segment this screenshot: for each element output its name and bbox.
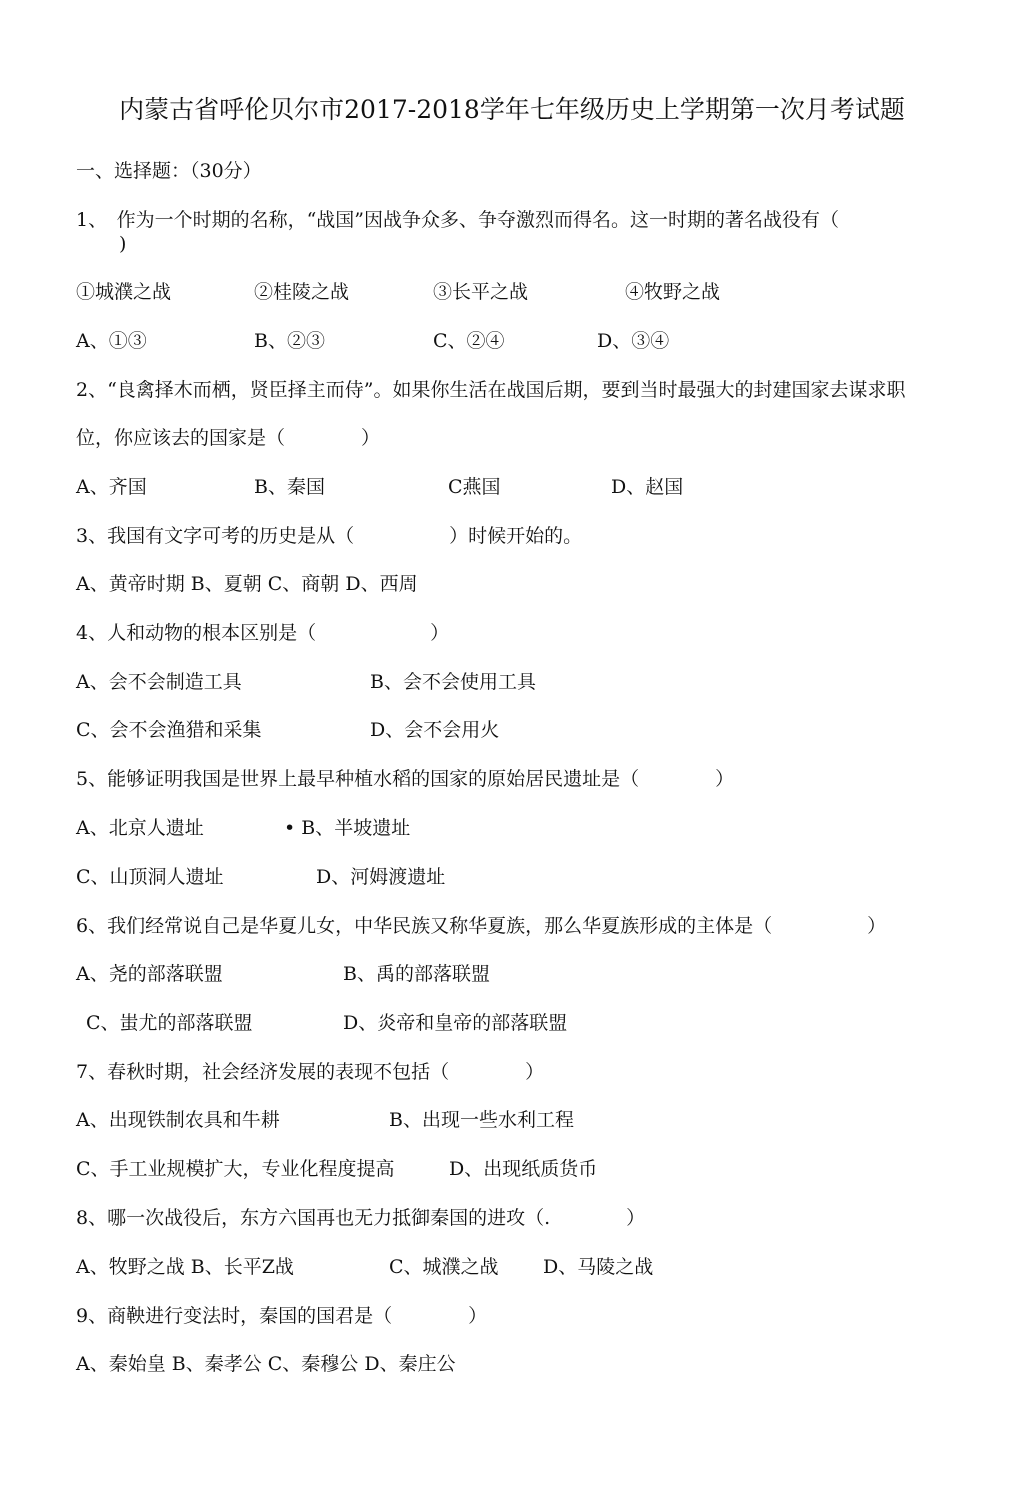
question-7-option-b: B、出现一些水利工程 — [389, 1109, 574, 1131]
section-heading: 一、选择题：（30分） — [76, 160, 262, 182]
question-8-option-d: D、马陵之战 — [543, 1256, 654, 1278]
question-3-options: A、黄帝时期 B、夏朝 C、商朝 D、西周 — [76, 573, 418, 595]
question-5-option-d: D、河姆渡遗址 — [316, 866, 446, 888]
question-8-stem: 8、哪一次战役后，东方六国再也无力抵御秦国的进攻（. ） — [76, 1207, 646, 1229]
question-6-option-a: A、尧的部落联盟 — [76, 963, 223, 985]
question-2-option-a: A、齐国 — [76, 476, 147, 498]
question-5-option-c: C、山顶洞人遗址 — [76, 866, 224, 888]
question-5-option-a: A、北京人遗址 — [76, 817, 204, 839]
question-9-stem: 9、商鞅进行变法时，秦国的国君是（ ） — [76, 1305, 488, 1327]
question-6-option-c: C、蚩尤的部落联盟 — [86, 1012, 253, 1034]
question-7-option-c: C、手工业规模扩大，专业化程度提高 — [76, 1158, 395, 1180]
question-1-stem-cont: ) — [119, 233, 127, 255]
question-4-option-a: A、会不会制造工具 — [76, 671, 242, 693]
question-1-stem: 1、 作为一个时期的名称，“战国”因战争众多、争夺激烈而得名。这一时期的著名战役有（ — [76, 209, 840, 231]
question-2-stem: 2、“良禽择木而栖，贤臣择主而侍”。如果你生活在战国后期，要到当时最强大的封建国家去谋求职 — [76, 379, 906, 401]
question-4-option-b: B、会不会使用工具 — [370, 671, 536, 693]
question-7-stem: 7、春秋时期，社会经济发展的表现不包括（ ） — [76, 1061, 545, 1083]
question-1-item-2: ②桂陵之战 — [254, 281, 350, 303]
question-2-option-b: B、秦国 — [254, 476, 325, 498]
question-1-option-c: C、②④ — [433, 330, 505, 352]
question-1-option-a: A、①③ — [76, 330, 147, 352]
question-1-item-3: ③长平之战 — [433, 281, 529, 303]
question-2-stem-cont: 位，你应该去的国家是（ ） — [76, 427, 381, 449]
question-1-option-b: B、②③ — [254, 330, 325, 352]
question-1-item-4: ④牧野之战 — [625, 281, 721, 303]
question-1-option-d: D、③④ — [597, 330, 670, 352]
question-2-option-c: C燕国 — [448, 476, 501, 498]
question-5-stem: 5、能够证明我国是世界上最早种植水稻的国家的原始居民遗址是（ ） — [76, 768, 735, 790]
question-4-option-c: C、会不会渔猎和采集 — [76, 719, 262, 741]
question-4-option-d: D、会不会用火 — [370, 719, 500, 741]
question-5-option-b: • B、半坡遗址 — [284, 817, 411, 839]
question-2-option-d: D、赵国 — [611, 476, 684, 498]
page-title: 内蒙古省呼伦贝尔市2017-2018学年七年级历史上学期第一次月考试题 — [119, 95, 905, 124]
question-4-stem: 4、人和动物的根本区别是（ ） — [76, 622, 450, 644]
question-7-option-a: A、出现铁制农具和牛耕 — [76, 1109, 280, 1131]
question-6-option-b: B、禹的部落联盟 — [343, 963, 490, 985]
question-9-options: A、秦始皇 B、秦孝公 C、秦穆公 D、秦庄公 — [76, 1353, 456, 1375]
question-6-option-d: D、炎帝和皇帝的部落联盟 — [343, 1012, 568, 1034]
question-8-options-ab: A、牧野之战 B、长平Z战 — [76, 1256, 294, 1278]
question-3-stem: 3、我国有文字可考的历史是从（ ）时候开始的。 — [76, 525, 583, 547]
question-8-option-c: C、城濮之战 — [389, 1256, 499, 1278]
question-1-item-1: ①城濮之战 — [76, 281, 172, 303]
question-6-stem: 6、我们经常说自己是华夏儿女，中华民族又称华夏族，那么华夏族形成的主体是（ ） — [76, 915, 887, 937]
question-7-option-d: D、出现纸质货币 — [449, 1158, 598, 1180]
